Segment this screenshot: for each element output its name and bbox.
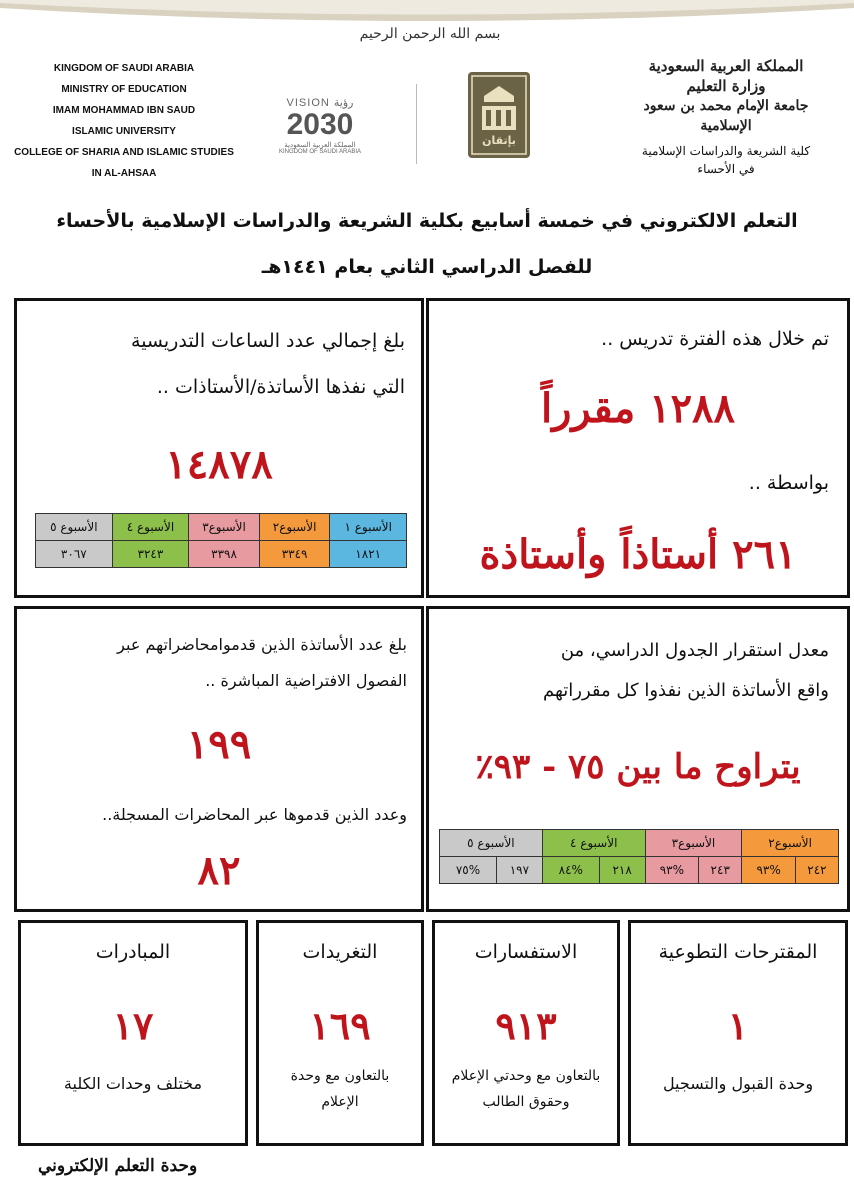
english-header xyxy=(14,58,234,184)
hours-weeks-table xyxy=(35,513,407,568)
week-label: الأسبوع٣ xyxy=(645,830,742,857)
table-row xyxy=(36,514,407,541)
week-label: الأسبوع ٥ xyxy=(36,514,113,541)
hours-total: ١٤٨٧٨ xyxy=(165,441,273,488)
vision-year: 2030 xyxy=(286,108,354,141)
initiatives-box xyxy=(18,920,248,1146)
table-row xyxy=(440,830,839,857)
stability-box xyxy=(426,606,850,912)
hours-line2: التي نفذها الأساتذة/الأستاذات .. xyxy=(156,376,405,398)
english-line: MINISTRY OF EDUCATION xyxy=(61,84,187,95)
week-label: الأسبوع ١ xyxy=(330,514,407,541)
small-box-number: ١٧ xyxy=(112,1003,154,1048)
week-count: ٢٤٣ xyxy=(699,857,742,884)
week-value: ١٨٢١ xyxy=(330,541,407,568)
week-value: ٣٣٤٩ xyxy=(259,541,330,568)
virtual-line1: بلغ عدد الأساتذة الذين قدموامحاضراتهم عبر xyxy=(117,635,407,654)
small-box-number: ١ xyxy=(727,1003,749,1048)
inquiries-box xyxy=(432,920,620,1146)
week-label: الأسبوع ٤ xyxy=(542,830,645,857)
english-line: KINGDOM OF SAUDI ARABIA xyxy=(53,63,195,74)
teachers-count: ٢٦١ أستاذاً وأستاذة xyxy=(479,531,797,578)
week-pct: %٩٣ xyxy=(742,857,796,884)
tweets-box xyxy=(256,920,424,1146)
stability-line2: واقع الأساتذة الذين نفذوا كل مقرراتهم xyxy=(543,680,829,701)
stability-weeks-table xyxy=(439,829,839,884)
virtual-classes-box xyxy=(14,606,424,912)
week-label: الأسبوع٣ xyxy=(189,514,260,541)
stability-line1: معدل استقرار الجدول الدراسي، من xyxy=(560,640,829,661)
hours-box xyxy=(14,298,424,598)
small-box-sub: وحدة القبول والتسجيل xyxy=(662,1074,814,1093)
vision-2030-logo xyxy=(268,96,372,155)
vision-arabic: المملكة العربية السعودية xyxy=(284,142,356,149)
english-line: ISLAMIC UNIVERSITY xyxy=(72,126,176,137)
hours-line1: بلغ إجمالي عدد الساعات التدريسية xyxy=(131,330,405,352)
small-box-sub: مختلف وحدات الكلية xyxy=(63,1074,203,1093)
virtual-line3: وعدد الذين قدموها عبر المحاضرات المسجلة.. xyxy=(102,805,407,824)
week-pct: %٩٣ xyxy=(645,857,699,884)
small-box-title: التغريدات xyxy=(302,941,378,963)
vision-english: KINGDOM OF SAUDI ARABIA xyxy=(278,149,361,155)
week-value: ٣٣٩٨ xyxy=(189,541,260,568)
university-logo xyxy=(468,72,530,158)
virtual-line2: الفصول الافتراضية المباشرة .. xyxy=(205,671,407,690)
vision-label: VISION رؤية xyxy=(286,97,354,109)
arabic-line: وزارة التعليم xyxy=(686,77,766,95)
arabic-city: في الأحساء xyxy=(697,162,755,176)
english-line: IN AL-AHSAA xyxy=(91,168,157,179)
week-label: الأسبوع ٥ xyxy=(440,830,543,857)
week-label: الأسبوع٢ xyxy=(742,830,839,857)
virtual-live-count: ١٩٩ xyxy=(186,721,252,768)
header-divider xyxy=(416,84,417,164)
week-count: ١٩٧ xyxy=(497,857,543,884)
week-label: الأسبوع ٤ xyxy=(112,514,189,541)
week-count: ٢١٨ xyxy=(599,857,645,884)
arabic-header xyxy=(616,56,836,178)
week-pct: %٨٤ xyxy=(542,857,599,884)
logo-text: بإتقان xyxy=(482,134,516,147)
week-count: ٢٤٢ xyxy=(795,857,838,884)
week-value: ٣٢٤٣ xyxy=(112,541,189,568)
stability-range: يتراوح ما بين ٧٥ - ٩٣٪ xyxy=(475,747,801,787)
table-row xyxy=(440,857,839,884)
page-title: التعلم الالكتروني في خمسة أسابيع بكلية الشريعة والدراسات الإسلامية بالأحساء xyxy=(56,210,798,232)
page-subtitle: للفصل الدراسي الثاني بعام ١٤٤١هـ xyxy=(261,256,593,278)
courses-intro: تم خلال هذه الفترة تدريس .. xyxy=(601,328,829,350)
small-box-title: المقترحات التطوعية xyxy=(658,941,818,963)
volunteer-suggestions-box xyxy=(628,920,848,1146)
week-label: الأسبوع٢ xyxy=(259,514,330,541)
english-line: COLLEGE OF SHARIA AND ISLAMIC STUDIES xyxy=(14,147,234,158)
arabic-line: جامعة الإمام محمد بن سعود الإسلامية xyxy=(643,98,809,134)
english-line: IMAM MOHAMMAD IBN SAUD xyxy=(52,105,196,116)
basmala: بسم الله الرحمن الرحيم xyxy=(359,26,501,42)
courses-by: بواسطة .. xyxy=(748,472,829,494)
small-box-title: الاستفسارات xyxy=(474,941,578,963)
small-box-number: ١٦٩ xyxy=(309,1003,371,1048)
courses-box xyxy=(426,298,850,598)
virtual-recorded-count: ٨٢ xyxy=(197,847,241,894)
small-box-number: ٩١٣ xyxy=(495,1003,557,1048)
small-box-sub: بالتعاون مع وحدتي الإعلام وحقوق الطالب xyxy=(451,1068,601,1110)
small-box-sub: بالتعاون مع وحدة الإعلام xyxy=(290,1068,390,1110)
small-box-title: المبادرات xyxy=(95,941,171,963)
courses-count: ١٢٨٨ مقرراً xyxy=(540,385,736,432)
table-row xyxy=(36,541,407,568)
arabic-line: المملكة العربية السعودية xyxy=(648,57,804,75)
week-value: ٣٠٦٧ xyxy=(36,541,113,568)
footer-unit: وحدة التعلم الإلكتروني xyxy=(38,1156,198,1176)
week-pct: %٧٥ xyxy=(440,857,497,884)
arabic-college: كلية الشريعة والدراسات الإسلامية xyxy=(641,144,811,158)
